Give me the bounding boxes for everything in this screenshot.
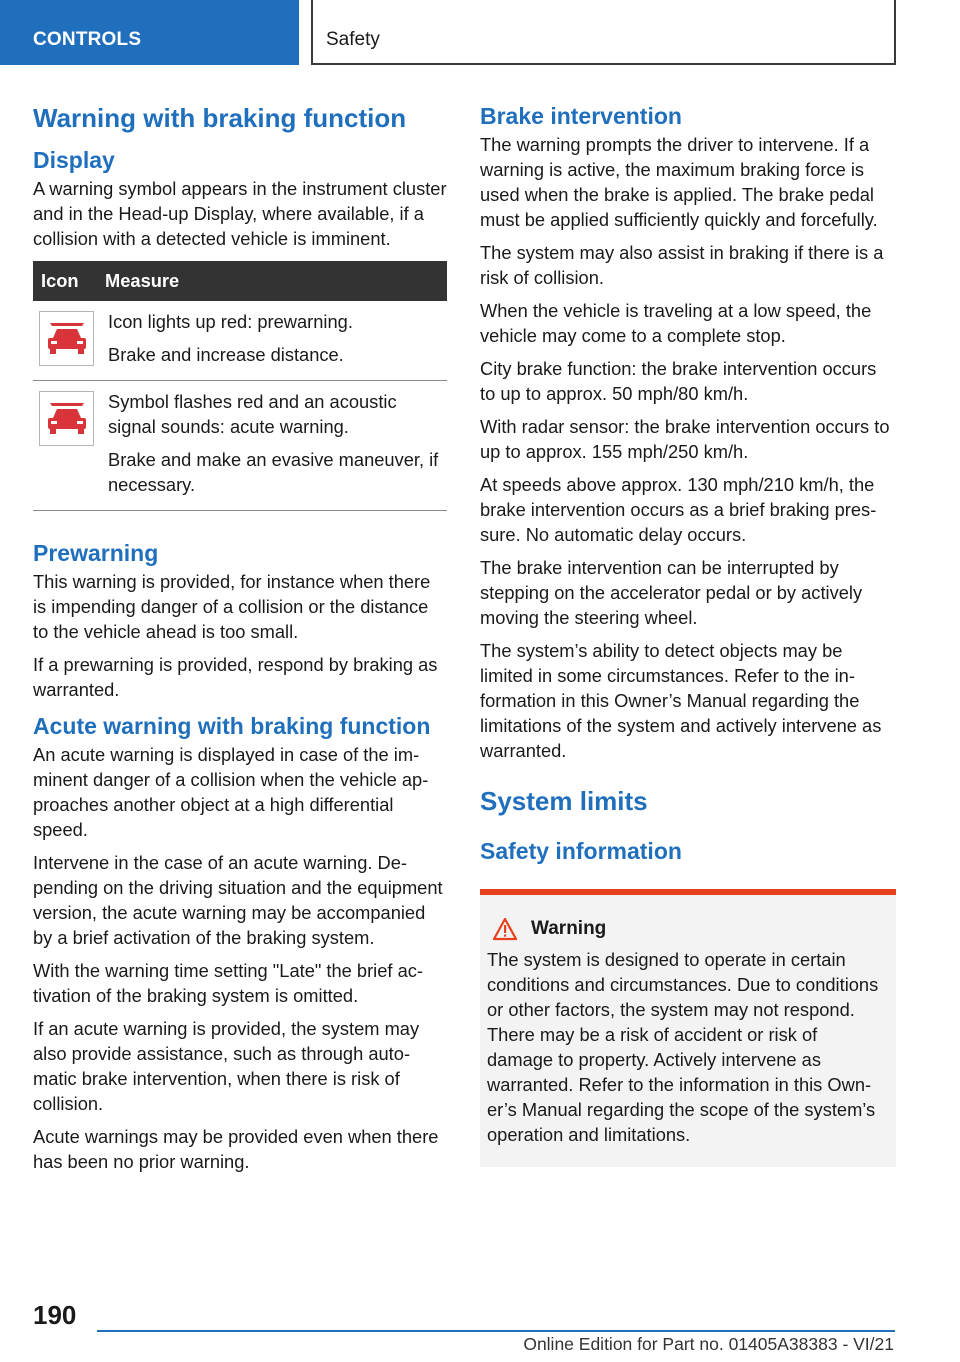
system-limits-heading: System limits <box>480 786 648 816</box>
table-row <box>33 381 447 511</box>
icon-measure-table <box>33 261 447 511</box>
section-title: Warning with braking function <box>33 103 407 133</box>
table-header-icon: Icon <box>41 270 79 291</box>
brake-paragraph: The system’s ability to detect objects may be limited in some circumstances. Refer to the information in this Owner’s Manual regarding the limitations of the system and actively intervene as warranted. <box>480 640 882 761</box>
warning-header <box>487 917 888 941</box>
right-column <box>480 100 896 1167</box>
display-heading: Display <box>33 147 115 173</box>
measure-line: Symbol flashes red and an acoustic signal sounds: acute warning. <box>108 391 397 437</box>
table-header-measure: Measure <box>105 270 180 291</box>
page-number: 190 <box>33 1300 77 1330</box>
acute-paragraph: Intervene in the case of an acute warning. Depending on the driving situation and the equipment version, the acute warning may be accompanied by a brief activation of the braking system. <box>33 852 443 948</box>
table-header-row <box>33 261 447 301</box>
brake-paragraph: The warning prompts the driver to intervene. If a warning is active, the maximum braking force is used when the brake is applied. The brake pedal must be applied sufficiently quickly and forcefully. <box>480 134 878 230</box>
measure-line: Brake and increase distance. <box>108 344 344 365</box>
brake-paragraph: When the vehicle is traveling at a low speed, the vehicle may come to a complete stop. <box>480 300 872 346</box>
warning-label: Warning <box>531 918 607 939</box>
acute-warning-heading: Acute warning with braking function <box>33 713 431 739</box>
measure-line: Icon lights up red: prewarning. <box>108 311 353 332</box>
safety-information-heading: Safety information <box>480 838 682 864</box>
prewarning-paragraph: If a prewarning is provided, respond by braking as warranted. <box>33 654 438 700</box>
table-row <box>33 301 447 381</box>
footer-divider <box>97 1330 895 1332</box>
left-column <box>33 100 447 1174</box>
brake-paragraph: At speeds above approx. 130 mph/210 km/h, the brake intervention occurs as a brief braking pressure. No automatic delay occurs. <box>480 474 877 545</box>
car-warning-flashing-icon <box>39 391 94 446</box>
warning-text: The system is designed to operate in certain conditions and circumstances. Due to conditions or other factors, the system may not respond. There may be a risk of accident or risk of damage to property. Actively intervene as warranted. Refer to the information in this Owner’s Manual regarding the scope of the system’s operation and limitations. <box>487 949 879 1145</box>
acute-paragraph: An acute warning is displayed in case of the imminent danger of a collision when the vehicle approaches another object at a high differential speed. <box>33 744 429 840</box>
car-warning-icon <box>39 311 94 366</box>
header-section-tab: CONTROLS <box>0 0 299 65</box>
display-intro: A warning symbol appears in the instrument cluster and in the Head-up Display, where available, if a collision with a detected vehicle is imminent. <box>33 178 447 249</box>
acute-paragraph: Acute warnings may be provided even when there has been no prior warning. <box>33 1126 439 1172</box>
prewarning-heading: Prewarning <box>33 540 159 566</box>
header-chapter-title: Safety <box>311 0 896 65</box>
acute-paragraph: If an acute warning is provided, the system may also provide assistance, such as through automatic brake intervention, when there is risk of collision. <box>33 1018 420 1114</box>
table-cell-measure <box>97 301 447 381</box>
table-cell-measure <box>97 381 447 511</box>
footer-edition: Online Edition for Part no. 01405A38383 - VI/21 <box>523 1334 894 1354</box>
warning-box <box>480 889 896 1167</box>
brake-paragraph: City brake function: the brake intervention occurs to up to approx. 50 mph/80 km/h. <box>480 358 877 404</box>
warning-triangle-icon <box>492 917 518 941</box>
brake-paragraph: The brake intervention can be interrupted by stepping on the accelerator pedal or by actively moving the steering wheel. <box>480 557 863 628</box>
prewarning-paragraph: This warning is provided, for instance when there is impending danger of a collision or the distance to the vehicle ahead is too small. <box>33 571 431 642</box>
brake-paragraph: The system may also assist in braking if there is a risk of collision. <box>480 242 884 288</box>
brake-paragraph: With radar sensor: the brake intervention occurs to up to approx. 155 mph/250 km/h. <box>480 416 890 462</box>
table-cell-icon <box>33 381 97 511</box>
table-cell-icon <box>33 301 97 381</box>
acute-paragraph: With the warning time setting "Late" the brief activation of the braking system is omitted. <box>33 960 423 1006</box>
measure-line: Brake and make an evasive maneuver, if necessary. <box>108 449 439 495</box>
brake-intervention-heading: Brake intervention <box>480 103 682 129</box>
